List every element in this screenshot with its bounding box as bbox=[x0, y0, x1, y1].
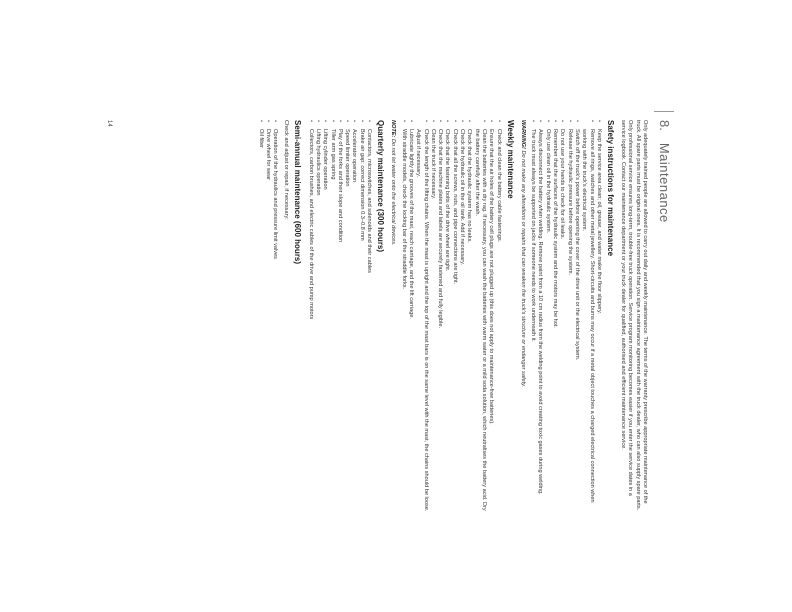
list-item: • Accelerator operation bbox=[350, 120, 357, 515]
list-item: • Lubricate lightly the grooves of the mast, reach carriage, and the lift carriage. bbox=[407, 120, 414, 515]
list-item: • Tiller arm gas spring bbox=[328, 120, 335, 515]
list-item: • Speed limiter operation bbox=[343, 120, 350, 515]
note-text: Do not let water onto the electrical devices. bbox=[390, 137, 397, 246]
list-item: • Collectors, carbon brushes, and electric cables of the drive and pump motors bbox=[306, 120, 313, 515]
chapter-header bbox=[654, 111, 674, 515]
semiannual-list bbox=[256, 120, 278, 515]
list-item: • Do not use your hands to check for oil leaks. bbox=[558, 120, 565, 515]
semiannual-heading: Semi-annual maintenance (600 hours) bbox=[293, 120, 303, 265]
chapter-number: 8. bbox=[656, 120, 672, 131]
quarterly-heading: Quarterly maintenance (300 hours) bbox=[376, 120, 386, 253]
list-item: • Play of the forks and their slope and condition bbox=[336, 120, 343, 515]
chapter-title: Maintenance bbox=[656, 142, 672, 223]
page-number: 14 bbox=[106, 120, 112, 127]
list-item: • Remove all rings, watches and other metal jewellery. Short-circuits and burns may occur if a metal object touches a charged electrical connection when working with the truck's electrical system. bbox=[580, 120, 595, 515]
warning-text: Do not make any alterations or repairs that can weaken the truck's structure or endanger safety. bbox=[519, 148, 526, 388]
list-item: • Release the hydraulic pressure before opening the system. bbox=[565, 120, 572, 515]
list-item: • Operation of the hydraulics and pressure limit valves bbox=[271, 120, 278, 515]
weekly-list bbox=[399, 120, 501, 515]
intro-paragraph: Only adequately trained people are allowed to carry out daily and weekly maintenance. The terms of the warranty prescribe appropriate maintenance of the truck. All spare parts must be original ones. It is recommended that you sign a maintenance agreement with the truck dealer, who can also supply spare parts. Only professional service ensures long-term, trouble-free truck operation. Service program monitoring becomes easier if you enter the service dates in a service logbook. Contact our maintenance department or your truck dealer for qualified, authorised and efficient maintenance service. bbox=[620, 120, 648, 511]
list-item: • Check and clean the battery cable fastenings. bbox=[494, 120, 501, 515]
note bbox=[389, 120, 396, 515]
safety-list bbox=[529, 120, 602, 515]
weekly-heading: Weekly maintenance bbox=[505, 120, 515, 199]
list-item: • Check that the fastening bolts of the drive wheel are tight. bbox=[443, 120, 450, 515]
list-item: • Check that all the screws, nuts, and pipe connections are tight. bbox=[450, 120, 457, 515]
warning-label: WARNING! bbox=[519, 120, 526, 149]
list-item: • Check the length of the lifting chains. When the mast is upright and the top of the mast bars is on the same level with the mast, the chains should be loose. Adjust if necessary. bbox=[414, 120, 429, 515]
list-item: • Contactors, microswitches, and solenoids and their cables bbox=[365, 120, 372, 515]
list-item: • Remember that the surfaces of the hydraulic system and the motors may be hot. bbox=[551, 120, 558, 515]
page-content bbox=[253, 120, 674, 515]
list-item: • Always disconnect the battery when welding. Remove paint from a 10 cm radius from the welding point to avoid creating toxic gases during welding. bbox=[536, 120, 543, 515]
list-item: • Clean the batteries with a dry rag. If necessary, you can wash the batteries with warm water or a mild soda solution, which neutralises the battery acid. Dry the battery carefully after the wash. bbox=[472, 120, 487, 515]
list-item: • Clean the truck if necessary. bbox=[429, 120, 436, 515]
note-label: NOTE: bbox=[390, 120, 397, 138]
list-item: • Keep the service area clean; oil, grease, and water make the floor slippery. bbox=[595, 120, 602, 515]
safety-heading: Safety instructions for maintenance bbox=[605, 120, 615, 257]
list-item: • The truck must always be supported on jacks if someone needs to work underneath it. bbox=[529, 120, 536, 515]
list-item: • Oil filter bbox=[256, 120, 263, 515]
list-item: • Brake air gap: correct dimension 0.3–0.8 mm bbox=[358, 120, 365, 515]
semiannual-intro: Check and adjust or repair, if necessary: bbox=[283, 120, 290, 220]
list-item: • Check that the machine plates and labels are securely fastened and fully legible. bbox=[436, 120, 443, 515]
list-item: • Lifting cylinder operation bbox=[321, 120, 328, 515]
warning-note bbox=[519, 120, 526, 515]
list-item: • Check that the hydraulic system has no leaks. bbox=[465, 120, 472, 515]
list-item: • With straddle models, check the locking bar of the straddle forks. bbox=[399, 120, 406, 515]
list-item: • Lifting hydraulics operation bbox=[314, 120, 321, 515]
list-item: • Ensure that the air holes of the battery cell plugs are not plugged up (this does not apply to maintenance-free batteries). bbox=[487, 120, 494, 515]
list-item: • Switch off the truck's power before opening the cover of the drive unit or the electrical system. bbox=[573, 120, 580, 515]
list-item: • Drive wheel for wear bbox=[264, 120, 271, 515]
list-item: • Only use clean oil in the hydraulic system. bbox=[543, 120, 550, 515]
list-item: • Check the hydraulic oil in the oil tank. Add if necessary. bbox=[458, 120, 465, 515]
quarterly-list bbox=[306, 120, 372, 515]
